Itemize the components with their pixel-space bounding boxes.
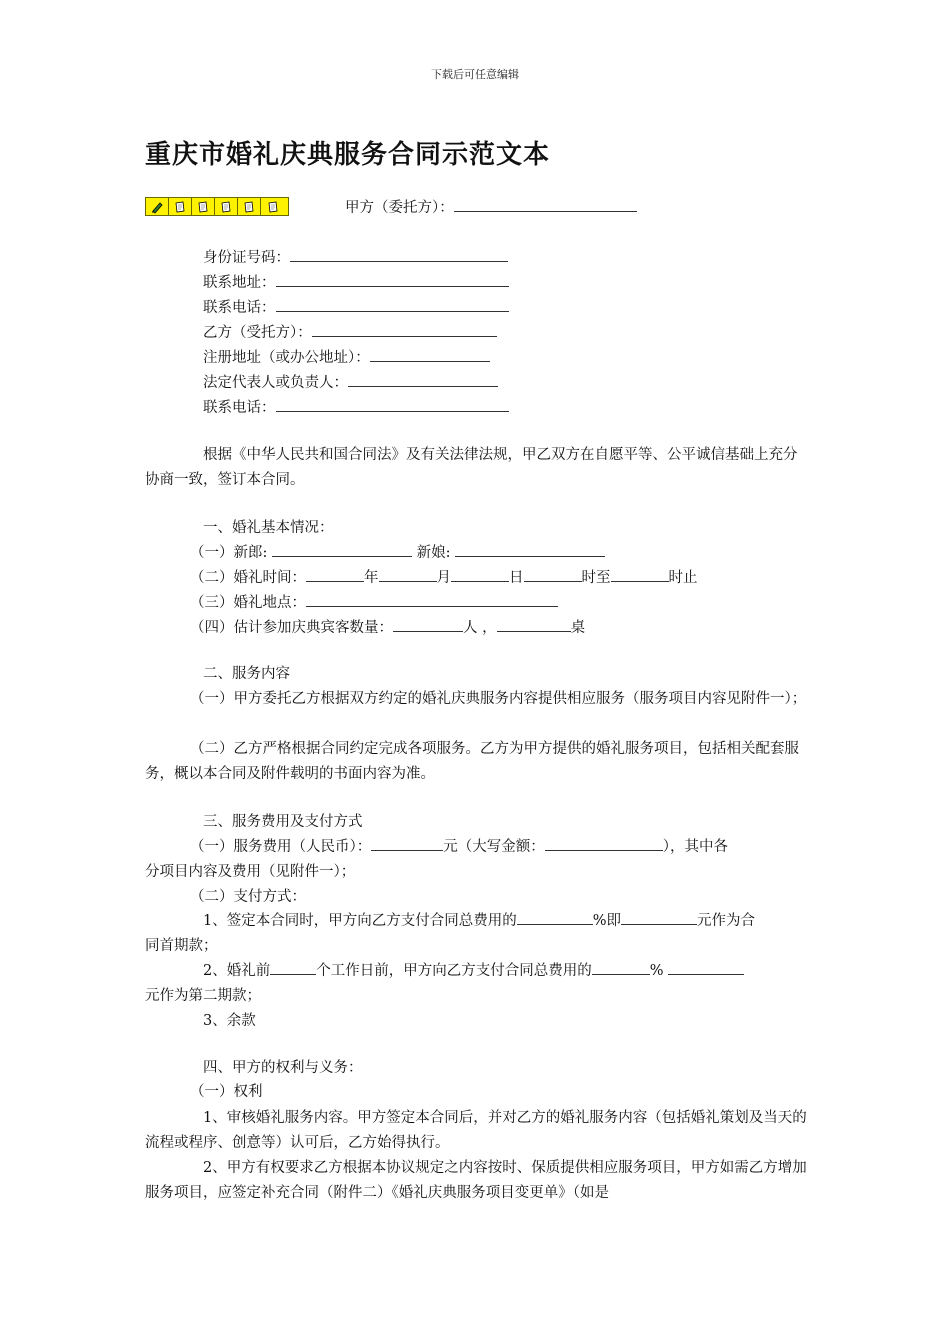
section2-item1: （一）甲方委托乙方根据双方约定的婚礼庆典服务内容提供相应服务（服务项目内容见附件一）； [190,691,807,707]
phone2-blank[interactable] [276,397,509,412]
party-b-blank[interactable] [312,322,497,337]
section3-heading: 三、服务费用及支付方式 [203,814,363,830]
venue-blank[interactable] [306,592,558,607]
scroll-icon[interactable] [238,198,261,215]
payment-1-tail: 元作为合 [697,913,756,929]
payment-2-days-blank[interactable] [270,960,316,975]
fee-label: （一）服务费用（人民币）： [190,839,372,855]
venue-line [190,591,558,616]
party-b-line [203,321,497,346]
section2-heading: 二、服务内容 [203,666,290,682]
day-blank[interactable] [451,567,509,582]
scroll-icon[interactable] [169,198,192,215]
id-number-blank[interactable] [290,247,508,262]
tables-blank[interactable] [497,617,571,632]
right-1: 1、审核婚礼服务内容。甲方签定本合同后，并对乙方的婚礼服务内容（包括婚礼策划及当天的流程或程序、创意等）认可后，乙方始得执行。 [145,1110,807,1151]
table-unit: 桌 [570,620,586,636]
hour-to-unit: 时至 [581,570,611,586]
payment-2-line-2: 元作为第二期款； [145,988,261,1004]
section1-heading: 一、婚礼基本情况： [203,520,334,536]
legal-rep-line [203,371,498,396]
pen-icon[interactable] [146,198,169,215]
payment-heading: （二）支付方式： [190,889,306,905]
scroll-icon[interactable] [261,198,284,215]
scroll-icon[interactable] [215,198,238,215]
legal-rep-label: 法定代表人或负责人： [203,375,348,391]
payment-1-mid: %即 [592,913,622,929]
hour-start-blank[interactable] [524,567,582,582]
payment-2-text: 2、婚礼前 [203,963,271,979]
year-unit: 年 [364,570,379,586]
fee-uppercase-blank[interactable] [545,836,663,851]
guests-label: （四）估计参加庆典宾客数量： [190,620,393,636]
phone2-line [203,396,509,421]
document-title: 重庆市婚礼庆典服务合同示范文本 [145,140,551,170]
bride-label: 新娘: [416,545,451,561]
id-number-label: 身份证号码： [203,250,290,266]
section4-heading: 四、甲方的权利与义务： [203,1060,363,1076]
groom-blank[interactable] [272,542,412,557]
phone-label: 联系电话： [203,300,276,316]
payment-2-percent: % [649,963,664,979]
venue-label: （三）婚礼地点： [190,595,306,611]
phone-line [203,296,509,321]
payment-1-percent-blank[interactable] [517,910,593,925]
year-blank[interactable] [306,567,364,582]
hour-end-unit: 时止 [668,570,698,586]
reg-address-line [203,346,490,371]
phone2-label: 联系电话： [203,400,276,416]
fee-uppercase-label: 元（大写金额： [443,839,545,855]
payment-1-text: 1、签定本合同时，甲方向乙方支付合同总费用的 [203,913,517,929]
guests-line [190,616,585,641]
address-label: 联系地址： [203,275,276,291]
icon-toolbar [145,197,289,216]
groom-bride-line [190,541,605,566]
reg-address-blank[interactable] [370,347,490,362]
section2-item2: （二）乙方严格根据合同约定完成各项服务。乙方为甲方提供的婚礼服务项目，包括相关配套服务，概以本合同及附件载明的书面内容为准。 [145,741,799,782]
party-a-line [345,196,637,221]
rights-heading: （一）权利 [190,1084,263,1100]
party-a-blank[interactable] [454,197,637,212]
preamble: 根据《中华人民共和国合同法》及有关法律法规，甲乙双方在自愿平等、公平诚信基础上充分协商一致，签订本合同。 [145,447,798,488]
reg-address-label: 注册地址（或办公地址）： [203,350,370,366]
payment-2-percent-blank[interactable] [592,960,650,975]
fee-line-2: 分项目内容及费用（见附件一）； [145,864,356,880]
address-blank[interactable] [276,272,509,287]
fee-line [190,835,728,860]
right-2: 2、甲方有权要求乙方根据本协议规定之内容按时、保质提供相应服务项目，甲方如需乙方增加服务项目，应签定补充合同（附件二）《婚礼庆典服务项目变更单》（如是 [145,1160,807,1201]
guests-blank[interactable] [393,617,463,632]
header-note: 下载后可任意编辑 [431,68,519,81]
payment-1-line [203,909,755,934]
payment-1-line-2: 同首期款； [145,938,218,954]
month-blank[interactable] [379,567,437,582]
scroll-icon[interactable] [192,198,215,215]
legal-rep-blank[interactable] [348,372,498,387]
month-unit: 月 [436,570,451,586]
payment-1-amount-blank[interactable] [621,910,697,925]
payment-2-amount-blank[interactable] [668,960,744,975]
id-number-line [203,246,508,271]
person-unit: 人 ， [463,620,497,636]
address-line [203,271,509,296]
fee-amount-blank[interactable] [371,836,443,851]
time-line [190,566,698,591]
payment-2-line [203,959,744,984]
party-a-label: 甲方（委托方）： [345,200,454,216]
groom-label: （一）新郎: [190,545,268,561]
payment-2-mid: 个工作日前，甲方向乙方支付合同总费用的 [316,963,592,979]
party-b-label: 乙方（受托方）： [203,325,312,341]
hour-end-blank[interactable] [611,567,669,582]
day-unit: 日 [509,570,524,586]
bride-blank[interactable] [455,542,605,557]
payment-3-line: 3、余款 [203,1013,256,1029]
phone-blank[interactable] [276,297,509,312]
time-label: （二）婚礼时间： [190,570,306,586]
fee-tail: ），其中各 [662,839,728,855]
